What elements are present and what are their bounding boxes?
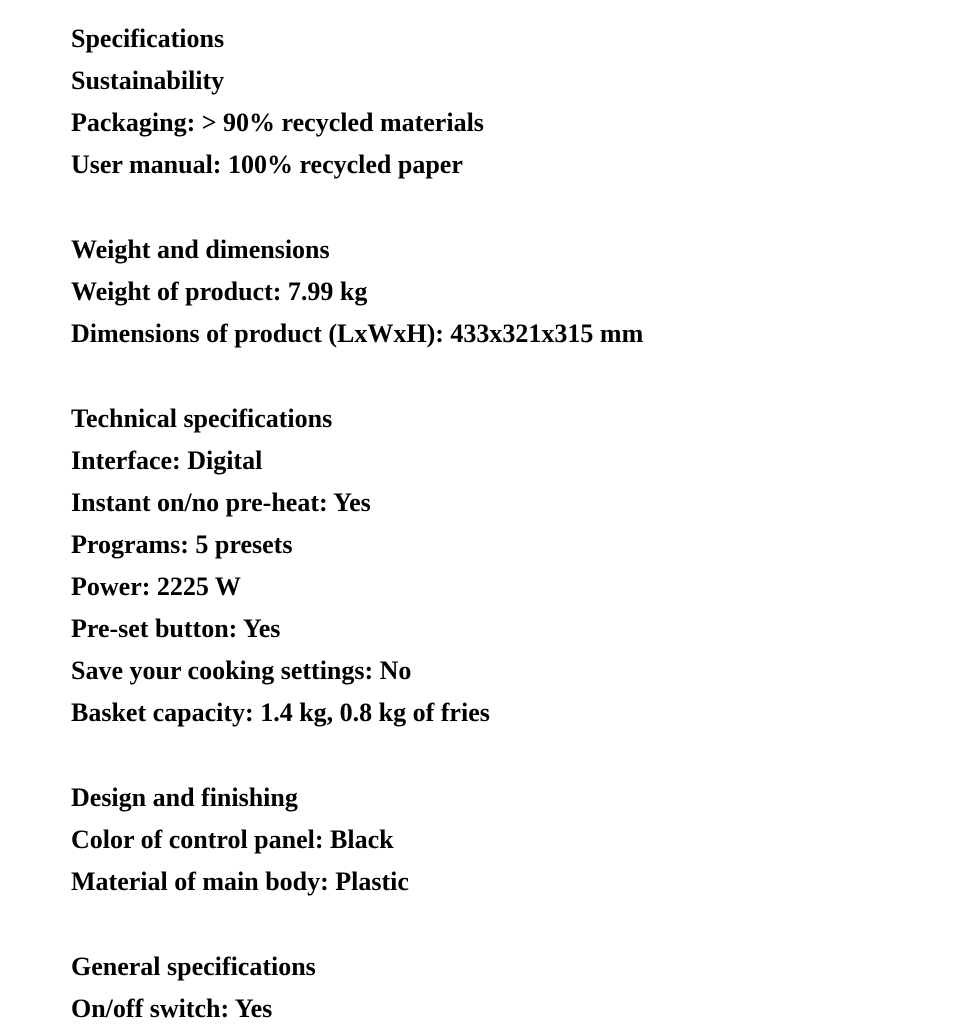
- section-spacer: [71, 734, 931, 777]
- spec-line: Color of control panel: Black: [71, 825, 394, 854]
- spec-line: Packaging: > 90% recycled materials: [71, 108, 484, 137]
- section-heading-general: General specifications: [71, 952, 316, 981]
- spec-line: On/off switch: Yes: [71, 994, 273, 1023]
- spec-line: Pre-set button: Yes: [71, 614, 281, 643]
- spec-line: Power: 2225 W: [71, 572, 241, 601]
- spec-line: Instant on/no pre-heat: Yes: [71, 488, 371, 517]
- spec-line: Interface: Digital: [71, 446, 263, 475]
- spec-line: Save your cooking settings: No: [71, 656, 412, 685]
- spec-line: Basket capacity: 1.4 kg, 0.8 kg of fries: [71, 698, 490, 727]
- section-heading-sustainability: Sustainability: [71, 66, 225, 95]
- spec-line: Programs: 5 presets: [71, 530, 293, 559]
- specifications-document: [71, 18, 931, 1030]
- section-spacer: [71, 903, 931, 946]
- section-heading-design: Design and finishing: [71, 783, 298, 812]
- document-title: Specifications: [71, 24, 225, 53]
- section-spacer: [71, 186, 931, 229]
- section-heading-weight-dimensions: Weight and dimensions: [71, 235, 330, 264]
- spec-line: Material of main body: Plastic: [71, 867, 409, 896]
- section-spacer: [71, 355, 931, 398]
- spec-line: Dimensions of product (LxWxH): 433x321x315 mm: [71, 319, 644, 348]
- section-heading-technical: Technical specifications: [71, 404, 333, 433]
- spec-line: Weight of product: 7.99 kg: [71, 277, 368, 306]
- spec-line: User manual: 100% recycled paper: [71, 150, 463, 179]
